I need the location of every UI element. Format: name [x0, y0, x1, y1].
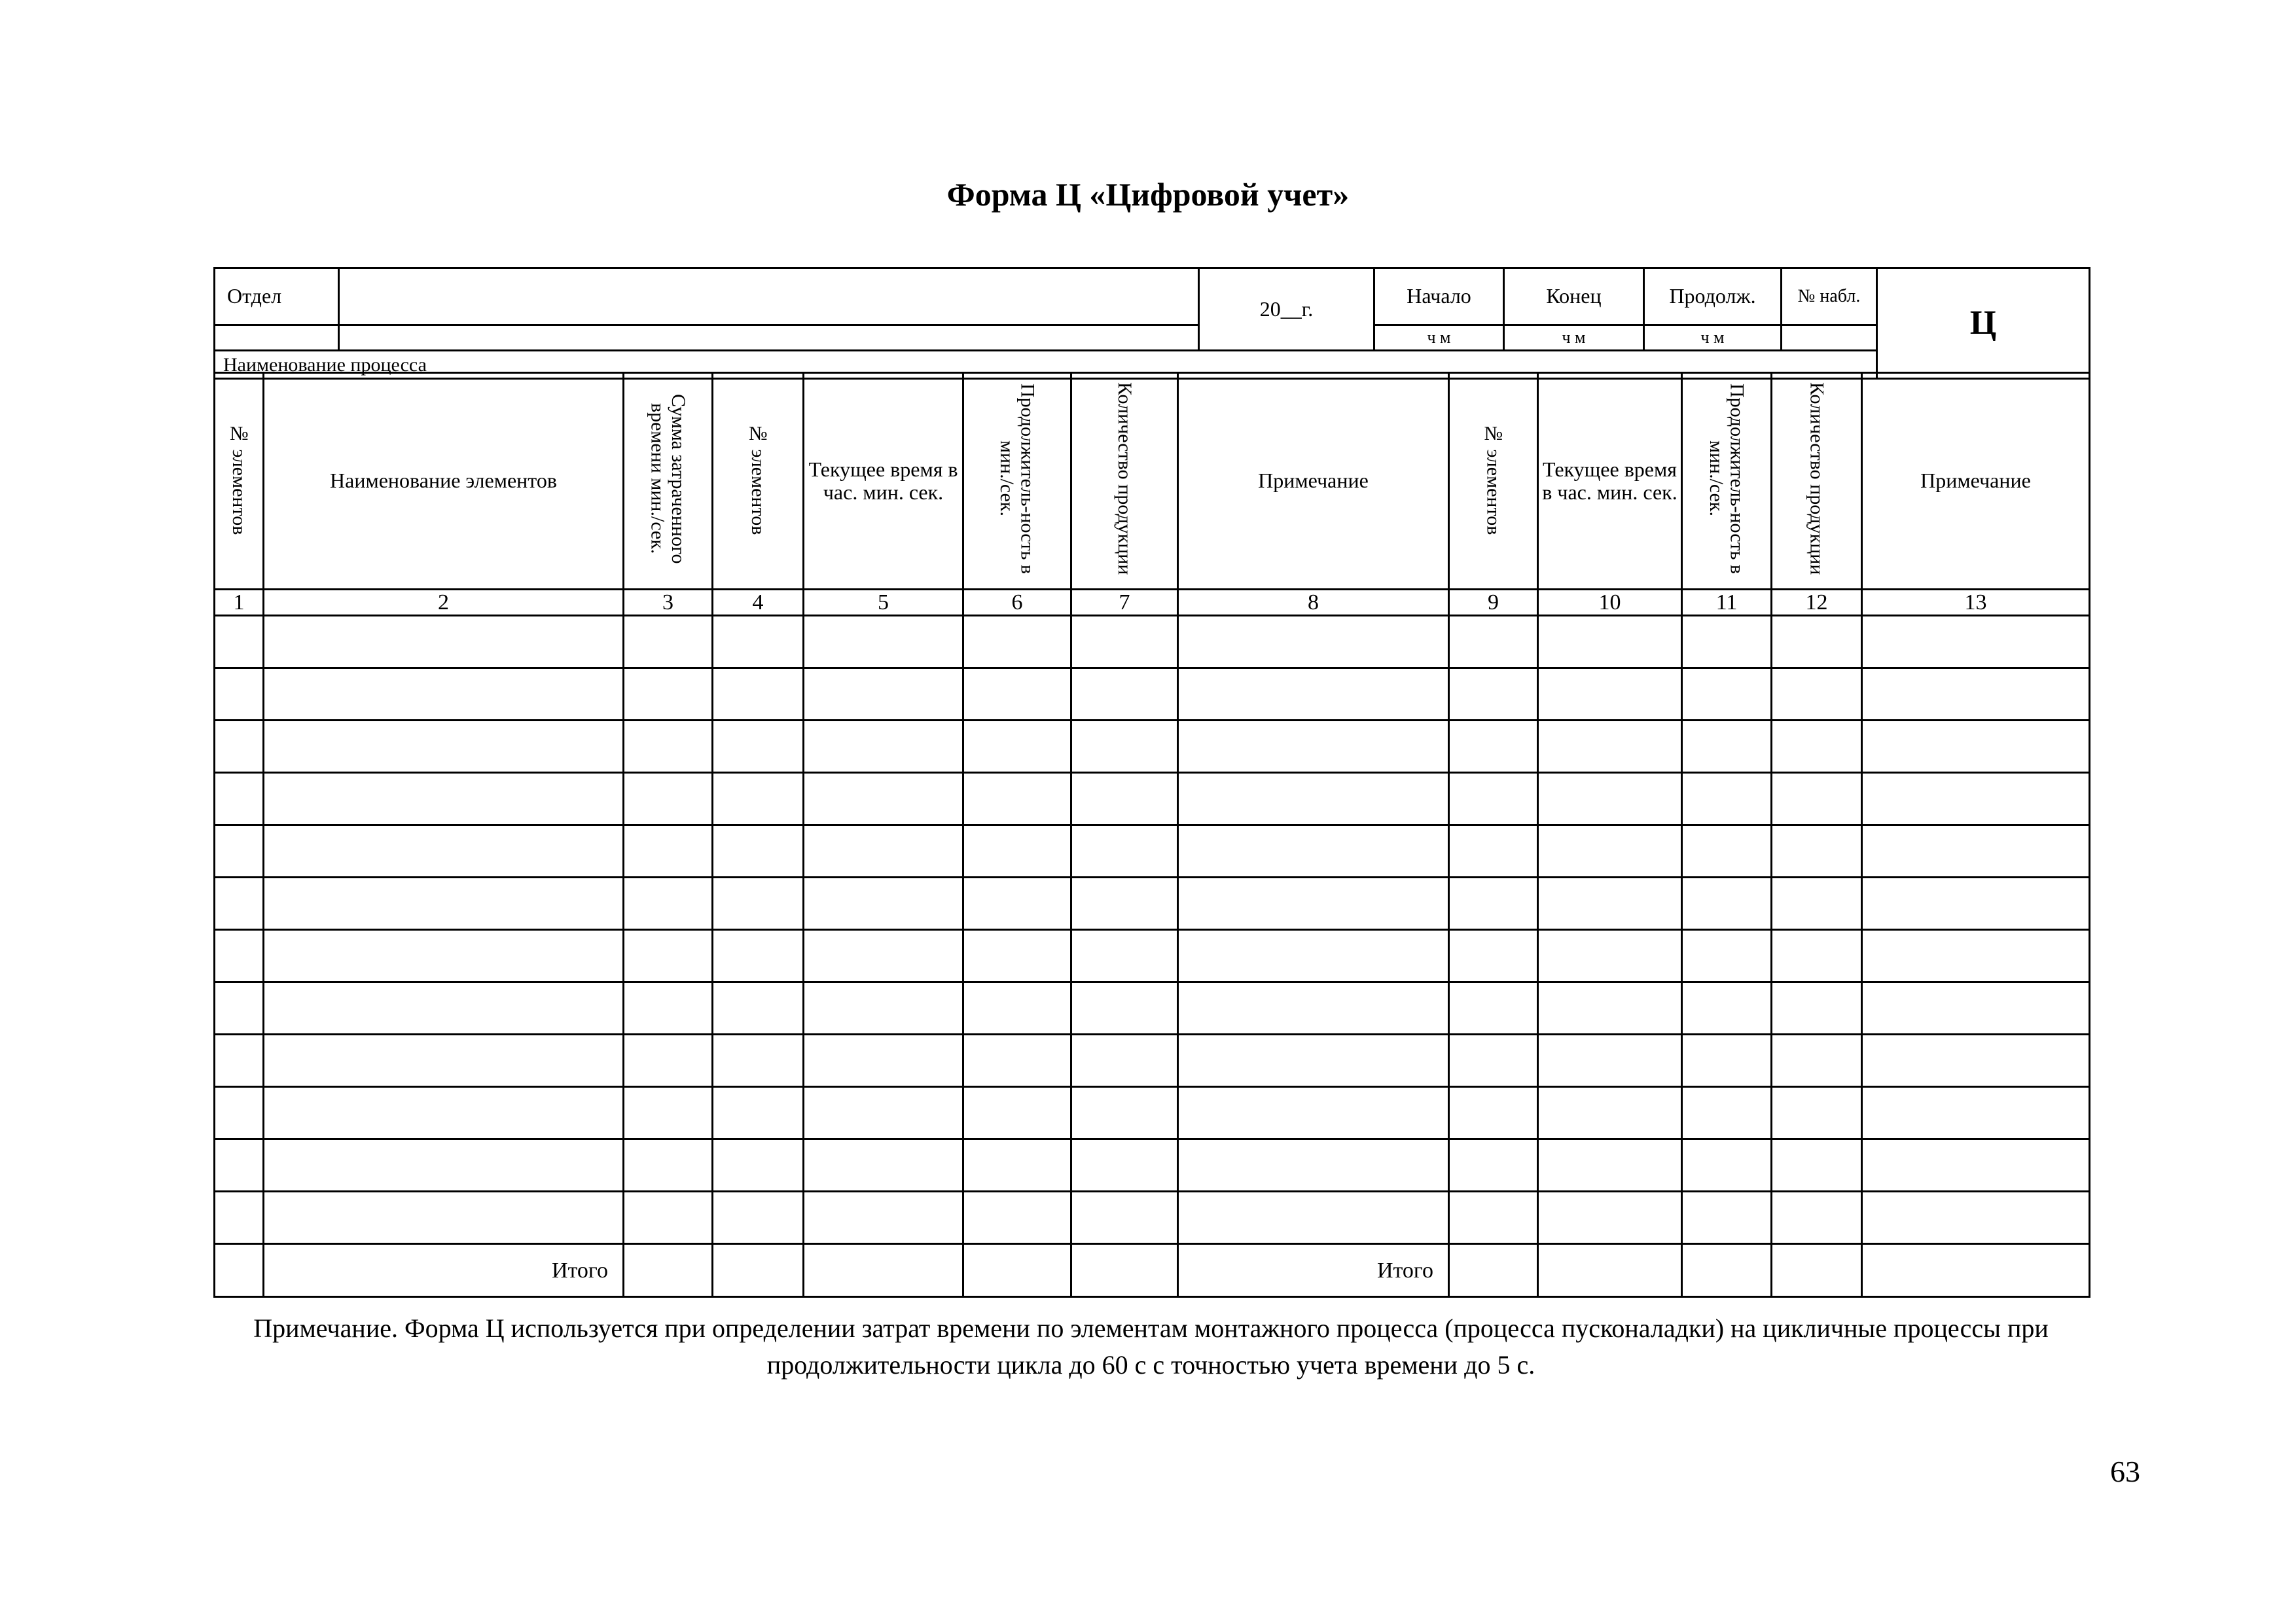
- table-cell[interactable]: [1772, 1035, 1862, 1087]
- table-cell[interactable]: [1682, 1035, 1772, 1087]
- table-cell[interactable]: [963, 930, 1071, 982]
- table-cell[interactable]: [1538, 878, 1682, 930]
- table-cell[interactable]: [1178, 1087, 1449, 1139]
- column-number-10: 10: [1538, 590, 1682, 616]
- table-cell[interactable]: [264, 1087, 624, 1139]
- table-row: [215, 982, 2090, 1035]
- table-cell[interactable]: [1449, 668, 1538, 721]
- column-header-8: [1178, 373, 1449, 590]
- table-cell[interactable]: [1449, 1192, 1538, 1244]
- records-table: [213, 372, 2090, 1298]
- table-cell[interactable]: [804, 1087, 963, 1139]
- table-cell[interactable]: [804, 668, 963, 721]
- table-cell[interactable]: [1178, 668, 1449, 721]
- column-number-4: 4: [713, 590, 804, 616]
- column-header-5: [804, 373, 963, 590]
- column-header-label: Количество продукции: [1113, 382, 1136, 575]
- table-cell[interactable]: [1538, 1087, 1682, 1139]
- table-row: [215, 1035, 2090, 1087]
- table-cell[interactable]: [1862, 773, 2090, 825]
- duration-label: Продолж.: [1644, 268, 1782, 325]
- table-cell[interactable]: [1538, 982, 1682, 1035]
- table-cell[interactable]: [804, 773, 963, 825]
- table-cell[interactable]: [713, 1139, 804, 1192]
- column-header-10: [1538, 373, 1682, 590]
- table-cell[interactable]: [963, 1139, 1071, 1192]
- form-title: Форма Ц «Цифровой учет»: [946, 176, 1350, 213]
- table-cell[interactable]: [1071, 668, 1178, 721]
- table-cell[interactable]: [713, 825, 804, 878]
- table-cell[interactable]: [963, 1087, 1071, 1139]
- table-cell[interactable]: [215, 721, 264, 773]
- column-number-3: 3: [624, 590, 713, 616]
- table-row: [215, 616, 2090, 668]
- table-cell[interactable]: [1449, 1035, 1538, 1087]
- table-cell[interactable]: [1178, 982, 1449, 1035]
- table-cell[interactable]: [1682, 982, 1772, 1035]
- table-cell[interactable]: [264, 616, 624, 668]
- column-header-label: № элементов: [747, 422, 769, 535]
- table-cell[interactable]: [1449, 982, 1538, 1035]
- table-cell[interactable]: [1862, 878, 2090, 930]
- total-label-left: Итого: [264, 1244, 624, 1297]
- column-header-label: № элементов: [1482, 422, 1505, 535]
- table-cell[interactable]: [624, 1035, 713, 1087]
- table-cell[interactable]: [1071, 773, 1178, 825]
- table-cell[interactable]: [1772, 825, 1862, 878]
- table-row: [215, 878, 2090, 930]
- table-cell[interactable]: [1071, 721, 1178, 773]
- table-cell[interactable]: [1682, 773, 1772, 825]
- table-cell[interactable]: [804, 825, 963, 878]
- column-number-12: 12: [1772, 590, 1862, 616]
- table-cell[interactable]: [1538, 1192, 1682, 1244]
- table-cell[interactable]: [1178, 773, 1449, 825]
- table-cell[interactable]: [264, 721, 624, 773]
- table-cell[interactable]: [1862, 1192, 2090, 1244]
- column-number-13: 13: [1862, 590, 2090, 616]
- table-cell[interactable]: [1178, 825, 1449, 878]
- table-cell[interactable]: [804, 982, 963, 1035]
- table-cell[interactable]: [1449, 1139, 1538, 1192]
- table-cell[interactable]: [963, 982, 1071, 1035]
- total-row: [215, 1244, 2090, 1297]
- table-cell[interactable]: [215, 878, 264, 930]
- column-header-label: Количество продукции: [1806, 382, 1828, 575]
- table-cell[interactable]: [624, 616, 713, 668]
- table-cell[interactable]: [1772, 930, 1862, 982]
- table-cell[interactable]: [1538, 668, 1682, 721]
- column-header-label: Примечание: [1258, 469, 1369, 493]
- table-cell[interactable]: [1682, 721, 1772, 773]
- table-cell[interactable]: [264, 773, 624, 825]
- table-cell[interactable]: [1071, 616, 1178, 668]
- table-cell[interactable]: [1682, 1139, 1772, 1192]
- total-cell-13[interactable]: [1862, 1244, 2090, 1297]
- table-row: [215, 1192, 2090, 1244]
- table-cell[interactable]: [264, 982, 624, 1035]
- table-cell[interactable]: [1682, 1087, 1772, 1139]
- duration-time-field[interactable]: [1644, 325, 1782, 351]
- table-cell[interactable]: [1682, 1192, 1772, 1244]
- table-cell[interactable]: [804, 1139, 963, 1192]
- table-cell[interactable]: [1449, 721, 1538, 773]
- table-cell[interactable]: [1682, 930, 1772, 982]
- table-cell[interactable]: [713, 930, 804, 982]
- column-header-6: [963, 373, 1071, 590]
- table-cell[interactable]: [624, 982, 713, 1035]
- department-label: Отдел: [215, 268, 339, 325]
- table-cell[interactable]: [1178, 930, 1449, 982]
- table-cell[interactable]: [624, 773, 713, 825]
- table-cell[interactable]: [1682, 825, 1772, 878]
- table-cell[interactable]: [963, 773, 1071, 825]
- table-cell[interactable]: [1682, 668, 1772, 721]
- column-header-label: № элементов: [228, 422, 250, 535]
- table-row: [215, 721, 2090, 773]
- table-cell[interactable]: [1071, 878, 1178, 930]
- column-header-label: Текущее время в час. мин. сек.: [1542, 457, 1677, 504]
- column-number-8: 8: [1178, 590, 1449, 616]
- table-row: [215, 1087, 2090, 1139]
- column-number-2: 2: [264, 590, 624, 616]
- column-header-label: Продолжитель-ность в мин./сек.: [996, 383, 1039, 574]
- table-cell[interactable]: [804, 1192, 963, 1244]
- start-time-field[interactable]: [1374, 325, 1504, 351]
- table-cell[interactable]: [1538, 616, 1682, 668]
- table-cell[interactable]: [713, 878, 804, 930]
- end-time-field[interactable]: [1504, 325, 1644, 351]
- table-cell[interactable]: [1772, 1139, 1862, 1192]
- table-cell[interactable]: [215, 773, 264, 825]
- department-field-extra-left[interactable]: [215, 325, 339, 351]
- table-cell[interactable]: [1772, 1192, 1862, 1244]
- department-field-extra[interactable]: [339, 325, 1199, 351]
- table-cell[interactable]: [1449, 878, 1538, 930]
- page-number: 63: [2110, 1455, 2140, 1488]
- duration-hm-label: ч м: [1700, 327, 1725, 347]
- table-cell[interactable]: [963, 825, 1071, 878]
- start-label: Начало: [1374, 268, 1504, 325]
- observation-number-label: № набл.: [1782, 268, 1877, 325]
- table-cell[interactable]: [215, 1087, 264, 1139]
- end-hm-label: ч м: [1562, 327, 1586, 347]
- table-cell[interactable]: [1538, 825, 1682, 878]
- table-cell[interactable]: [1772, 982, 1862, 1035]
- table-cell[interactable]: [264, 1139, 624, 1192]
- column-number-9: 9: [1449, 590, 1538, 616]
- table-cell[interactable]: [624, 1087, 713, 1139]
- table-cell[interactable]: [215, 616, 264, 668]
- column-header-11: [1682, 373, 1772, 590]
- column-header-label: Текущее время в час. мин. сек.: [808, 457, 958, 504]
- table-cell[interactable]: [804, 930, 963, 982]
- table-row: [215, 1139, 2090, 1192]
- column-header-12: [1772, 373, 1862, 590]
- table-cell[interactable]: [1862, 1139, 2090, 1192]
- table-cell[interactable]: [1862, 982, 2090, 1035]
- column-number-6: 6: [963, 590, 1071, 616]
- table-cell[interactable]: [1449, 825, 1538, 878]
- table-cell[interactable]: [215, 1035, 264, 1087]
- table-cell[interactable]: [1772, 878, 1862, 930]
- total-cell-4[interactable]: [713, 1244, 804, 1297]
- table-cell[interactable]: [963, 668, 1071, 721]
- table-cell[interactable]: [1071, 825, 1178, 878]
- total-cell-12[interactable]: [1772, 1244, 1862, 1297]
- table-cell[interactable]: [1071, 1035, 1178, 1087]
- table-cell[interactable]: [804, 616, 963, 668]
- table-cell[interactable]: [963, 721, 1071, 773]
- table-cell[interactable]: [624, 878, 713, 930]
- form-header-table: [213, 267, 2090, 380]
- total-cell-6[interactable]: [963, 1244, 1071, 1297]
- table-cell[interactable]: [713, 982, 804, 1035]
- table-cell[interactable]: [1538, 721, 1682, 773]
- table-cell[interactable]: [1862, 1035, 2090, 1087]
- table-cell[interactable]: [713, 721, 804, 773]
- table-cell[interactable]: [963, 1035, 1071, 1087]
- table-cell[interactable]: [264, 1035, 624, 1087]
- table-cell[interactable]: [624, 668, 713, 721]
- table-cell[interactable]: [713, 616, 804, 668]
- form-note: Примечание. Форма Ц используется при определении затрат времени по элементам монтажного процесса (процесса пусконаладки) на цикличные процессы при продолжительности цикла до 60 с с точностью учета времени до 5 с.: [253, 1313, 2049, 1380]
- column-header-row: [215, 373, 2090, 590]
- table-cell[interactable]: [264, 878, 624, 930]
- column-header-9: [1449, 373, 1538, 590]
- table-cell[interactable]: [713, 668, 804, 721]
- table-cell[interactable]: [1862, 1087, 2090, 1139]
- table-cell[interactable]: [804, 721, 963, 773]
- table-cell[interactable]: [1071, 1192, 1178, 1244]
- table-cell[interactable]: [215, 1139, 264, 1192]
- end-label: Конец: [1504, 268, 1644, 325]
- table-cell[interactable]: [1178, 878, 1449, 930]
- table-cell[interactable]: [624, 1192, 713, 1244]
- total-cell-7[interactable]: [1071, 1244, 1178, 1297]
- table-cell[interactable]: [264, 1192, 624, 1244]
- table-cell[interactable]: [1178, 1192, 1449, 1244]
- table-cell[interactable]: [1449, 773, 1538, 825]
- total-cell-1[interactable]: [215, 1244, 264, 1297]
- table-cell[interactable]: [963, 878, 1071, 930]
- table-cell[interactable]: [713, 773, 804, 825]
- table-cell[interactable]: [1862, 721, 2090, 773]
- column-number-7: 7: [1071, 590, 1178, 616]
- table-row: [215, 773, 2090, 825]
- start-hm-label: ч м: [1427, 327, 1451, 347]
- column-header-3: [624, 373, 713, 590]
- observation-number-field[interactable]: [1782, 325, 1877, 351]
- column-header-7: [1071, 373, 1178, 590]
- process-name-label: Наименование процесса: [215, 351, 1877, 379]
- column-header-4: [713, 373, 804, 590]
- table-cell[interactable]: [1538, 773, 1682, 825]
- table-cell[interactable]: [215, 1192, 264, 1244]
- table-cell[interactable]: [963, 616, 1071, 668]
- total-cell-10[interactable]: [1538, 1244, 1682, 1297]
- table-row: [215, 930, 2090, 982]
- table-cell[interactable]: [1178, 1139, 1449, 1192]
- table-cell[interactable]: [624, 930, 713, 982]
- table-cell[interactable]: [624, 1139, 713, 1192]
- table-cell[interactable]: [713, 1035, 804, 1087]
- form-code: Ц: [1877, 268, 2090, 379]
- table-cell[interactable]: [1862, 616, 2090, 668]
- table-cell[interactable]: [804, 1035, 963, 1087]
- table-cell[interactable]: [1178, 721, 1449, 773]
- table-cell[interactable]: [1682, 616, 1772, 668]
- table-cell[interactable]: [1772, 721, 1862, 773]
- table-row: [215, 825, 2090, 878]
- total-cell-3[interactable]: [624, 1244, 713, 1297]
- table-cell[interactable]: [624, 721, 713, 773]
- table-cell[interactable]: [1071, 982, 1178, 1035]
- total-cell-5[interactable]: [804, 1244, 963, 1297]
- table-row: [215, 668, 2090, 721]
- column-header-label: Сумма затраченного времени мин./сек.: [647, 393, 689, 564]
- column-header-2: [264, 373, 624, 590]
- table-cell[interactable]: [1862, 930, 2090, 982]
- table-cell[interactable]: [1449, 1087, 1538, 1139]
- table-cell[interactable]: [215, 668, 264, 721]
- table-cell[interactable]: [264, 825, 624, 878]
- column-number-5: 5: [804, 590, 963, 616]
- table-cell[interactable]: [1071, 1139, 1178, 1192]
- table-cell[interactable]: [713, 1192, 804, 1244]
- table-cell[interactable]: [1772, 773, 1862, 825]
- table-cell[interactable]: [1449, 930, 1538, 982]
- table-cell[interactable]: [1449, 616, 1538, 668]
- table-cell[interactable]: [1178, 616, 1449, 668]
- table-cell[interactable]: [1682, 878, 1772, 930]
- total-label-right: Итого: [1178, 1244, 1449, 1297]
- table-cell[interactable]: [1772, 668, 1862, 721]
- table-cell[interactable]: [1071, 930, 1178, 982]
- table-cell[interactable]: [624, 825, 713, 878]
- table-cell[interactable]: [1772, 616, 1862, 668]
- table-cell[interactable]: [1538, 1139, 1682, 1192]
- total-cell-9[interactable]: [1449, 1244, 1538, 1297]
- table-cell[interactable]: [804, 878, 963, 930]
- column-header-label: Примечание: [1920, 469, 2031, 493]
- table-cell[interactable]: [963, 1192, 1071, 1244]
- table-cell[interactable]: [1538, 930, 1682, 982]
- table-cell[interactable]: [215, 930, 264, 982]
- table-cell[interactable]: [1178, 1035, 1449, 1087]
- table-cell[interactable]: [1538, 1035, 1682, 1087]
- total-cell-11[interactable]: [1682, 1244, 1772, 1297]
- column-number-1: 1: [215, 590, 264, 616]
- column-number-11: 11: [1682, 590, 1772, 616]
- table-cell[interactable]: [215, 982, 264, 1035]
- table-cell[interactable]: [215, 825, 264, 878]
- table-cell[interactable]: [1862, 668, 2090, 721]
- table-cell[interactable]: [1772, 1087, 1862, 1139]
- table-cell[interactable]: [1862, 825, 2090, 878]
- column-header-13: [1862, 373, 2090, 590]
- column-header-label: Продолжитель-ность в мин./сек.: [1706, 383, 1748, 574]
- table-cell[interactable]: [264, 930, 624, 982]
- column-header-1: [215, 373, 264, 590]
- table-cell[interactable]: [713, 1087, 804, 1139]
- year-field[interactable]: 20__г.: [1199, 268, 1374, 351]
- table-cell[interactable]: [1071, 1087, 1178, 1139]
- table-cell[interactable]: [264, 668, 624, 721]
- department-field[interactable]: [339, 268, 1199, 325]
- column-header-label: Наименование элементов: [330, 469, 557, 493]
- column-number-row: [215, 590, 2090, 616]
